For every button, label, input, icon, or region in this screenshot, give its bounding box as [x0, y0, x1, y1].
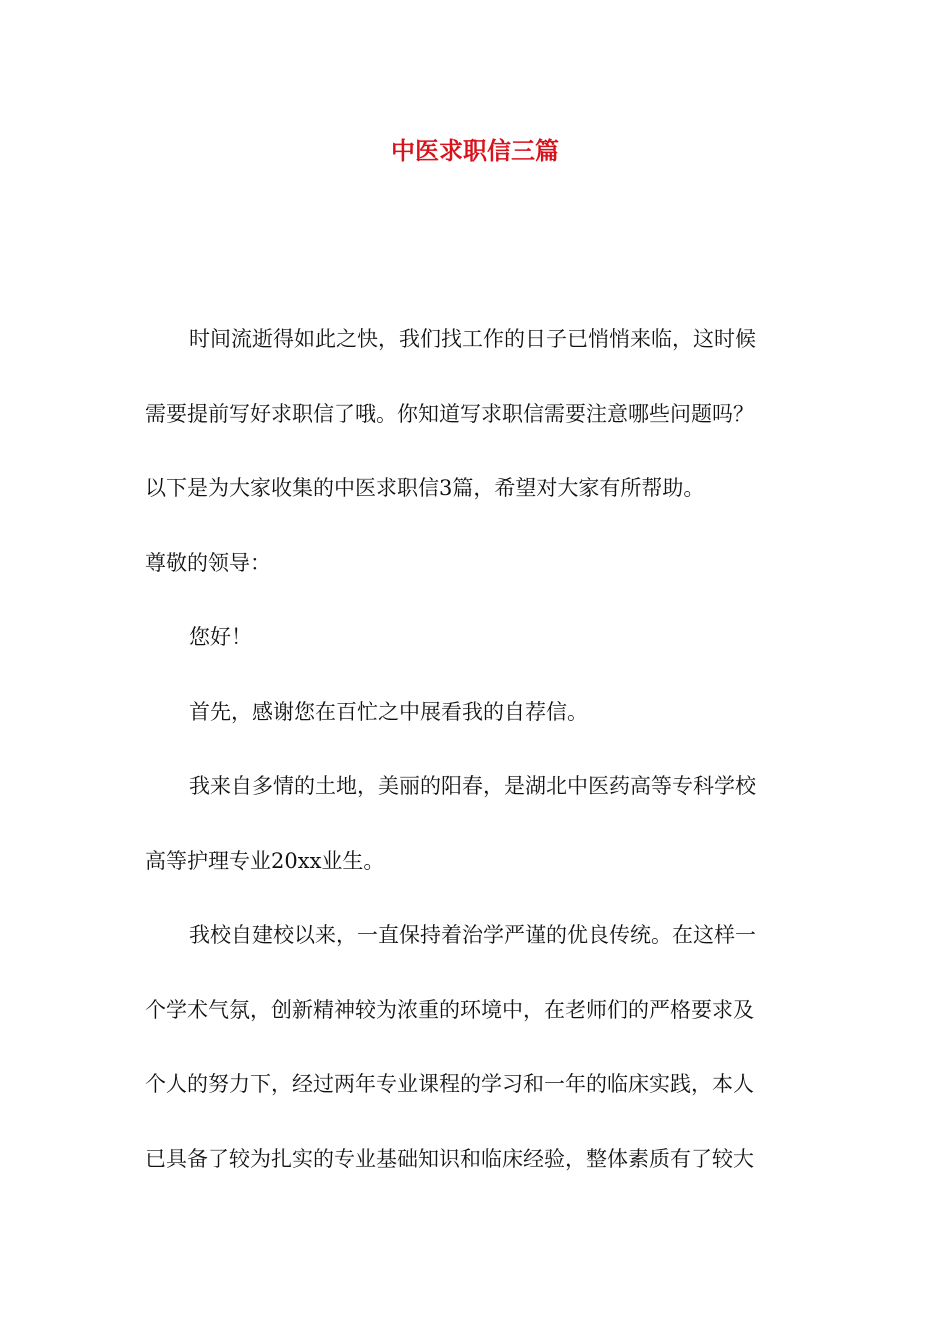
- body-line-11: 个人的努力下，经过两年专业课程的学习和一年的临床实践，本人: [145, 1072, 754, 1096]
- body-line-2: 需要提前写好求职信了哦。你知道写求职信需要注意哪些问题吗？: [145, 401, 754, 426]
- document-title: 中医求职信三篇: [391, 136, 559, 165]
- document-body: [145, 315, 810, 1209]
- body-line-8: 高等护理专业20xx业生。: [145, 848, 385, 873]
- body-line-3: 以下是为大家收集的中医求职信3篇，希望对大家有所帮助。: [145, 476, 705, 500]
- body-line-9: 我校自建校以来，一直保持着治学严谨的优良传统。在这样一: [189, 923, 756, 947]
- body-line-7: 我来自多情的土地，美丽的阳春，是湖北中医药高等专科学校: [189, 774, 756, 798]
- body-line-12: 已具备了较为扎实的专业基础知识和临床经验，整体素质有了较大: [145, 1146, 754, 1171]
- salutation: 尊敬的领导：: [145, 550, 271, 575]
- body-line-1: 时间流逝得如此之快，我们找工作的日子已悄悄来临，这时候: [189, 327, 756, 351]
- body-line-6: 首先，感谢您在百忙之中展看我的自荐信。: [189, 699, 588, 724]
- greeting: 您好！: [189, 625, 252, 649]
- body-line-10: 个学术气氛，创新精神较为浓重的环境中，在老师们的严格要求及: [145, 997, 754, 1022]
